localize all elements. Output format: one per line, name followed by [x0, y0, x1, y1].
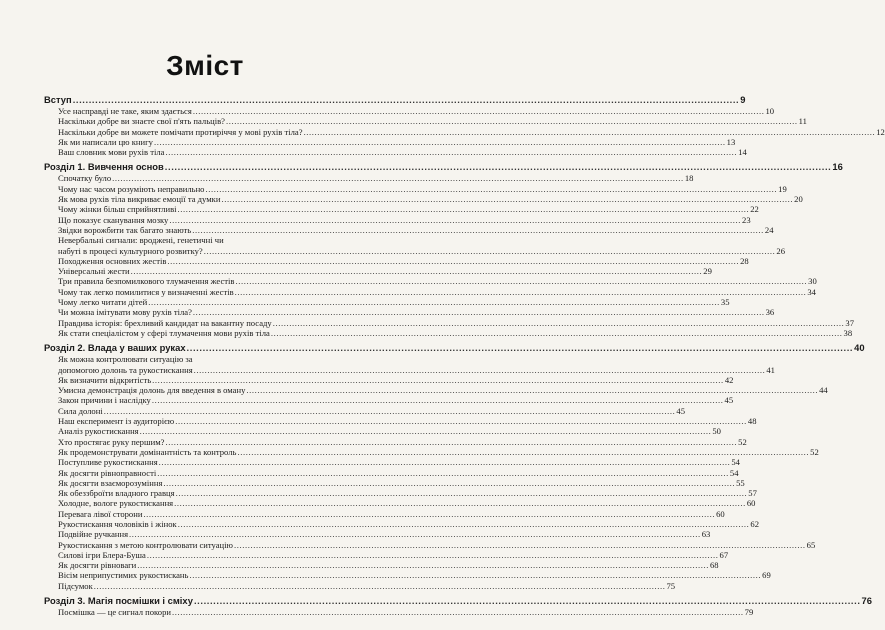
toc-entry-title: Наскільки добре ви можете помічати протиріччя у мові рухів тіла? [58, 126, 303, 137]
toc-entry-title: Як ми написали цю книгу [58, 136, 153, 147]
page-number: 65 [806, 539, 816, 550]
page-number: 52 [738, 436, 747, 447]
toc-entry-title: Правдива історія: брехливий кандидат на вакантну посаду [58, 317, 272, 328]
dot-leader [152, 395, 724, 405]
toc-entry-row [44, 255, 749, 266]
toc-section-title: Розділ 1. Вивчення основ [44, 161, 164, 173]
toc-entry-row [44, 204, 759, 215]
page-number: 14 [738, 147, 747, 158]
dot-leader [159, 457, 731, 467]
toc-entry-title: Чому жінки більш сприйнятливі [58, 204, 177, 215]
toc-entry-title: Наш експеримент із аудиторією [58, 416, 175, 427]
page-number: 10 [765, 106, 775, 116]
toc-entry-row [44, 508, 725, 519]
dot-leader [154, 137, 726, 147]
dot-leader [174, 498, 746, 508]
page-number: 50 [712, 426, 721, 437]
page-number: 16 [832, 161, 843, 173]
page-number: 12 [876, 126, 885, 137]
page-number: 38 [843, 327, 853, 338]
dot-leader [176, 488, 748, 498]
page-number: 54 [731, 457, 740, 468]
dot-leader [246, 385, 818, 395]
toc-entry-title: Як можна контролювати ситуацію за [58, 354, 193, 365]
toc-section-row [44, 160, 843, 173]
toc-entry-row [44, 136, 736, 147]
page-number: 45 [676, 405, 685, 416]
dot-leader [165, 437, 737, 447]
toc-entry-row [44, 570, 771, 581]
dot-leader [137, 560, 709, 570]
page-number: 23 [742, 214, 751, 225]
toc-entry-row [44, 194, 803, 205]
toc-entry-row [44, 446, 819, 457]
toc-entry-title: Рукостискання з метою контролювати ситуацію [58, 539, 233, 550]
toc-entry-row [44, 235, 360, 245]
dot-leader [152, 375, 724, 385]
toc-entry-title: Універсальні жести [58, 266, 130, 277]
toc-entry-title: Як мова рухів тіла викриває емоції та думки [58, 194, 221, 205]
dot-leader [189, 570, 761, 580]
toc-entry-row [44, 266, 712, 277]
toc-entry-title: Посмішка — це сигнал покори [58, 607, 171, 618]
page-number: 76 [861, 595, 872, 607]
toc-entry-row [44, 436, 747, 447]
toc-entry-row [44, 467, 739, 478]
toc-entry-row [44, 183, 787, 194]
page-number: 48 [747, 416, 757, 427]
page-number: 11 [798, 116, 807, 127]
dot-leader [234, 540, 806, 550]
page-number: 54 [729, 467, 739, 478]
toc-entry-title: Як досягти рівноправності [58, 467, 157, 478]
dot-leader [73, 93, 740, 106]
toc-entry-row [44, 286, 816, 297]
toc-entry-title: Як продемонструвати домінантність та контроль [58, 446, 237, 457]
toc-entry-row [44, 457, 740, 468]
toc-entry-title: Ваш словник мови рухів тіла [58, 147, 165, 158]
toc-entry-title: Силові ігри Блера-Буша [58, 549, 146, 560]
page-number: 28 [740, 255, 749, 266]
toc-entry-title: Що показує сканування мозку [58, 214, 169, 225]
page-number: 75 [666, 580, 676, 591]
dot-leader [205, 184, 777, 194]
page-number: 67 [719, 549, 729, 560]
dot-leader [193, 307, 765, 317]
page-number: 22 [750, 204, 759, 215]
dot-leader [165, 147, 737, 157]
dot-leader [178, 519, 750, 529]
page-number: 60 [746, 498, 756, 509]
toc-entry-title: Умисна демонстрація долонь для введення в оману [58, 385, 246, 396]
dot-leader [193, 106, 765, 116]
toc-entry-title: Як визначити відкритість [58, 374, 152, 385]
page-number: 41 [766, 364, 775, 375]
page-number: 52 [810, 446, 819, 457]
toc-entry-title: Усе насправді не таке, яким здається [58, 106, 192, 116]
page-number: 24 [764, 224, 774, 235]
toc-section-title: Розділ 3. Магія посмішки і сміху [44, 595, 193, 607]
page-number: 9 [740, 94, 746, 105]
toc-entry-title: Хто простягає руку першим? [58, 436, 165, 447]
toc-entry-title: Чому нас часом розуміють неправильно [58, 183, 205, 194]
page-number: 30 [808, 276, 817, 287]
page-number: 26 [776, 245, 786, 256]
toc-entry-title: Поступливе рукостискання [58, 457, 158, 468]
page-number: 44 [819, 385, 828, 396]
toc-entry-title: Наскільки добре ви знаєте свої п'ять пальців? [58, 116, 225, 127]
toc-entry-title: Чому легко читати дітей [58, 297, 148, 308]
page-number: 62 [750, 518, 759, 529]
page-number: 34 [807, 286, 816, 297]
toc-entry-row [44, 126, 885, 137]
page-number: 42 [724, 374, 734, 385]
toc-entry-title: Рукостискання чоловіків і жінок [58, 518, 177, 529]
toc-entry-title: Вісім неприпустимих рукостискань [58, 570, 189, 581]
toc-entry-row [44, 426, 721, 437]
toc-entry-row [44, 529, 711, 540]
page-number: 55 [736, 477, 745, 488]
dot-leader [194, 594, 861, 607]
dot-leader [237, 447, 809, 457]
dot-leader [165, 160, 832, 173]
toc-entry-row [44, 488, 757, 499]
page-number: 19 [778, 183, 787, 194]
toc-entry-row [44, 173, 694, 184]
toc-entry-title: Сила долоні [58, 405, 103, 416]
page-number: 29 [703, 266, 712, 277]
dot-leader [94, 581, 666, 591]
dot-leader [167, 256, 739, 266]
page-number: 69 [762, 570, 771, 581]
toc-entry-title: Як обеззброїти владного гравця [58, 488, 175, 499]
dot-leader [169, 215, 741, 225]
page-number: 36 [765, 307, 775, 318]
toc-entry-row [44, 607, 754, 618]
toc-entry-row [44, 518, 759, 529]
page-number: 57 [748, 488, 757, 499]
toc-entry-row [44, 364, 775, 375]
toc-entry-row [44, 354, 360, 364]
dot-leader [178, 204, 750, 214]
dot-leader [147, 550, 719, 560]
page-number: 35 [720, 297, 730, 308]
toc-section-row [44, 341, 865, 354]
toc-entry-title: Як досягти рівноваги [58, 560, 137, 571]
dot-leader [221, 194, 793, 204]
toc-entry-row [44, 297, 730, 308]
dot-leader [131, 266, 703, 276]
toc-entry-row [44, 539, 816, 550]
toc-section-title: Вступ [44, 94, 72, 105]
dot-leader [226, 116, 798, 126]
page-number: 79 [744, 607, 754, 618]
page-number: 13 [726, 136, 736, 147]
dot-leader [175, 416, 747, 426]
toc-entry-title: Чому так легко помилитися у визначенні жестів [58, 286, 234, 297]
toc-entry-row [44, 374, 734, 385]
page-number: 68 [709, 560, 719, 571]
dot-leader [192, 225, 764, 235]
toc-entry-row [44, 327, 853, 338]
dot-leader [104, 406, 676, 416]
toc-section-row [44, 93, 746, 106]
toc-entry-row [44, 276, 817, 287]
dot-leader [129, 529, 701, 539]
dot-leader [163, 478, 735, 488]
toc-entry-title: Як досягти взаєморозуміння [58, 477, 163, 488]
toc-section-row [44, 594, 872, 607]
dot-leader [140, 426, 712, 436]
toc-entry-row [44, 116, 807, 127]
toc-entry-row [44, 549, 729, 560]
page-number: 45 [724, 395, 734, 406]
toc-section-title: Розділ 2. Влада у ваших руках [44, 342, 186, 354]
dot-leader [187, 341, 854, 354]
dot-leader [148, 297, 720, 307]
dot-leader [112, 173, 684, 183]
toc-entry-title: Холодне, вологе рукостискання [58, 498, 174, 509]
dot-leader [172, 607, 744, 617]
toc-entry-row [44, 395, 734, 406]
page-title: Зміст [166, 50, 244, 81]
toc-entry-row [44, 385, 828, 396]
page-number: 60 [716, 508, 725, 519]
dot-leader [235, 276, 807, 286]
toc-entry-row [44, 224, 774, 235]
dot-leader [304, 127, 876, 137]
toc-entry-title: Походження основних жестів [58, 255, 167, 266]
toc-entry-title: Спочатку було [58, 173, 112, 184]
toc-entry-row [44, 477, 745, 488]
page-number: 37 [845, 317, 854, 328]
table-of-contents [44, 93, 885, 618]
toc-entry-row [44, 307, 775, 318]
dot-leader [273, 318, 845, 328]
toc-entry-row [44, 405, 685, 416]
toc-entry-title: Аналіз рукостискання [58, 426, 139, 437]
dot-leader [157, 468, 729, 478]
page-number: 20 [794, 194, 803, 205]
toc-entry-row [44, 416, 757, 427]
toc-entry-title: Перевага лівої сторони [58, 508, 143, 519]
toc-entry-title: Звідки ворожбити так багато знають [58, 224, 192, 235]
toc-entry-row [44, 147, 747, 158]
toc-entry-title: допомогою долонь та рукостискання [58, 364, 193, 375]
toc-entry-row [44, 498, 756, 509]
toc-entry-row [44, 317, 854, 328]
toc-entry-title: Подвійне ручкання [58, 529, 129, 540]
page-number: 18 [684, 173, 694, 184]
toc-entry-title: Три правила безпомилкового тлумачення жестів [58, 276, 235, 287]
toc-entry-title: Як стати спеціалістом у сфері тлумачення мови рухів тіла [58, 327, 270, 338]
toc-entry-title: Чи можна імітувати мову рухів тіла? [58, 307, 192, 318]
toc-entry-title: Невербальні сигнали: вроджені, генетичні чи [58, 235, 224, 246]
page-number: 63 [701, 529, 711, 540]
dot-leader [204, 246, 776, 256]
toc-entry-title: Закон причини і наслідку [58, 395, 151, 406]
page-number: 40 [854, 342, 865, 354]
toc-entry-row [44, 106, 775, 116]
toc-entry-title: Підсумок [58, 580, 93, 591]
dot-leader [271, 328, 843, 338]
dot-leader [194, 365, 766, 375]
toc-entry-row [44, 214, 751, 225]
toc-entry-row [44, 560, 719, 571]
toc-entry-row [44, 245, 786, 256]
toc-entry-row [44, 580, 676, 591]
toc-entry-title: набуті в процесі культурного розвитку? [58, 245, 203, 256]
dot-leader [143, 509, 715, 519]
dot-leader [235, 287, 807, 297]
